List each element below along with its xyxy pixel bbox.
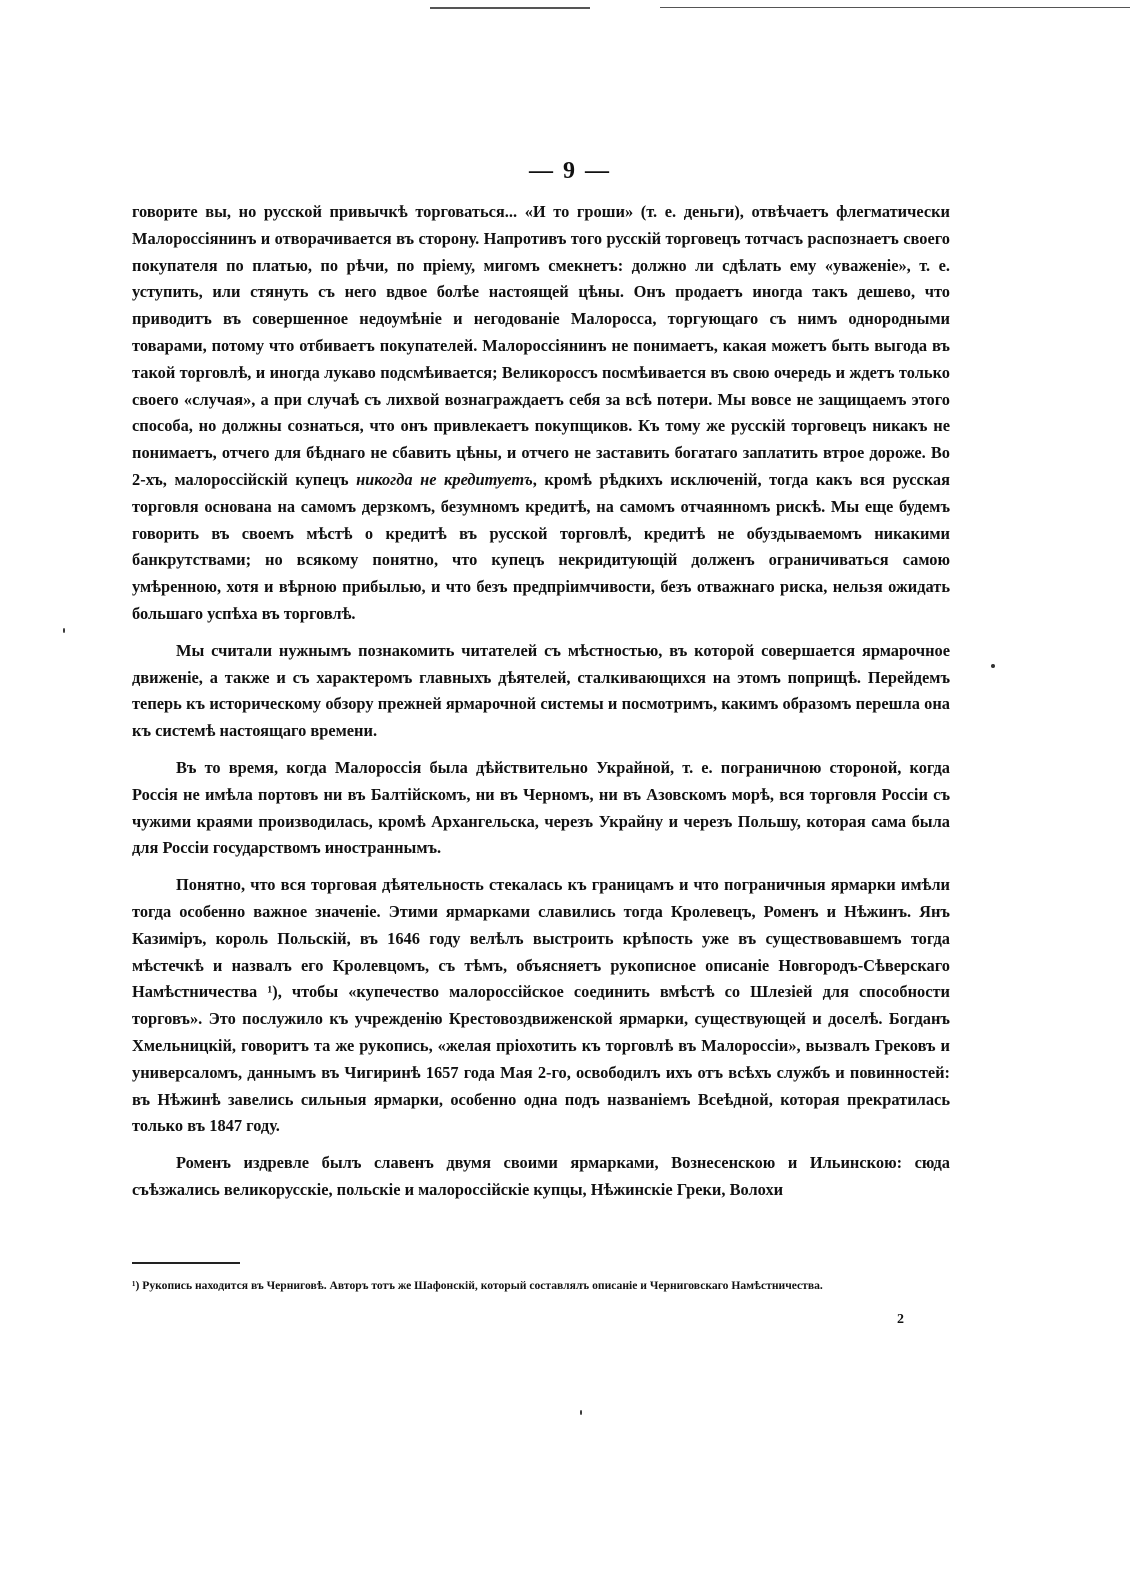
- page-number: — 9 —: [529, 158, 611, 184]
- top-rule-left: [430, 7, 590, 9]
- scan-speck: [991, 664, 995, 668]
- emphasis-text: никогда не кредитуетъ: [356, 469, 533, 489]
- signature-mark: 2: [897, 1312, 904, 1327]
- paragraph-1: [132, 199, 950, 628]
- footnote-rule: [132, 1262, 240, 1264]
- scan-speck: [580, 1410, 582, 1415]
- scan-speck: [63, 628, 65, 633]
- paragraph-1-continuation: рѣдкихъ исключеній, тогда какъ вся русская торговля основана на самомъ дерзкомъ, безумномъ кредитѣ, на самомъ отчаянномъ рискѣ. Мы еще будемъ говорить въ своемъ мѣстѣ о кредитѣ въ русской торговлѣ, кредитѣ не обуздываемомъ никакими банкрутствами; но всякому понятно, что купецъ некридитующій долженъ ограничиваться самою умѣренною, хотя и вѣрною прибылью, и что безъ предпріимчивости, безъ отважнаго риска, нельзя ожидать большаго успѣха въ торговлѣ.: [132, 469, 950, 623]
- top-rule-right: [660, 7, 1130, 8]
- body-text: [132, 199, 950, 1214]
- paragraph-1-text: говорите вы, но русской привычкѣ торговаться... «И то гроши» (т. е. деньги), отвѣчаетъ флегматически Малороссіянинъ и отворачивается въ сторону. Напротивъ того русскій торговецъ тотчасъ распознаетъ своего покупателя по платью, по рѣчи, по пріему, мигомъ смекнетъ: должно ли сдѣлать ему «уваженіе», т. е. уступить, или стянуть съ него вдвое болѣе настоящей цѣны. Онъ продаетъ иногда такъ дешево, что приводитъ въ совершенное недоумѣніе и негодованіе Малоросса, торгующаго съ нимъ однородными товарами, потому что отбиваетъ покупателей. Малороссіянинъ не понимаетъ, какая можетъ быть выгода въ такой торговлѣ, и иногда лукаво подсмѣивается; Великороссъ посмѣивается въ свою очередь и ждетъ только своего «случая», а при случаѣ съ лихвой вознаграждаетъ себя за всѣ потери. Мы вовсе не защищаемъ этого способа, но должны сознаться, что онъ привлекаетъ покупщиков. Къ тому же русскій торговецъ никакъ не понимаетъ, отчего для бѣднаго не сбавить цѣны, и отчего не заставить богатаго заплатить втрое дороже. Во 2-хъ, малороссійскій купецъ: [132, 202, 950, 489]
- emphasis-tail: , кромѣ: [532, 469, 592, 489]
- paragraph-2: Мы считали нужнымъ познакомить читателей съ мѣстностью, въ которой совершается ярмарочное движеніе, а также и съ характеромъ главныхъ дѣятелей, сталкивающихся на этомъ поприщѣ. Перейдемъ теперь къ историческому обзору прежней ярмарочной системы и посмотримъ, какимъ образомъ перешла она къ системѣ настоящаго времени.: [132, 640, 950, 741]
- paragraph-5: Роменъ издревле былъ славенъ двумя своими ярмарками, Вознесенскою и Ильинскою: сюда съѣзжались великорусскіе, польскіе и малороссійскіе купцы, Нѣжинскіе Греки, Волохи: [132, 1153, 950, 1199]
- paragraph-3: Въ то время, когда Малороссія была дѣйствительно Украйной, т. е. пограничною стороной, когда Россія не имѣла портовъ ни въ Балтійскомъ, ни въ Черномъ, ни въ Азовскомъ морѣ, вся торговля Россіи съ чужими краями производилась, кромѣ Архангельска, черезъ Украйну и черезъ Польшу, которая сама была для Россіи государствомъ иностраннымъ.: [132, 757, 950, 858]
- footnote: ¹) Рукопись находится въ Черниговѣ. Авторъ тотъ же Шафонскій, который составлялъ описаніе и Черниговскаго Намѣстничества.: [132, 1279, 823, 1292]
- paragraph-4: Понятно, что вся торговая дѣятельность стекалась къ границамъ и что пограничныя ярмарки имѣли тогда особенно важное значеніе. Этими ярмарками славились тогда Кролевецъ, Роменъ и Нѣжинъ. Янъ Казиміръ, король Польскій, въ 1646 году велѣлъ выстроить крѣпость уже въ существовавшемъ тогда мѣстечкѣ и назвалъ его Кролевцомъ, съ тѣмъ, объясняетъ рукописное описаніе Новгородъ-Сѣверскаго Намѣстничества ¹), чтобы «купечество малороссійское соединить вмѣстѣ со Шлезіей для способности торговъ». Это послужило къ учрежденію Крестовоздвиженской ярмарки, существующей и доселѣ. Богданъ Хмельницкій, говоритъ та же рукопись, «желая пріохотить къ торговлѣ въ Малороссіи», вызвалъ Грековъ и универсаломъ, даннымъ въ Чигиринѣ 1657 года Мая 2-го, освободилъ ихъ отъ всѣхъ службъ и повинностей: въ Нѣжинѣ завелись сильныя ярмарки, особенно одна подъ названіемъ Всеѣдной, которая прекратилась только въ 1847 году.: [132, 875, 950, 1136]
